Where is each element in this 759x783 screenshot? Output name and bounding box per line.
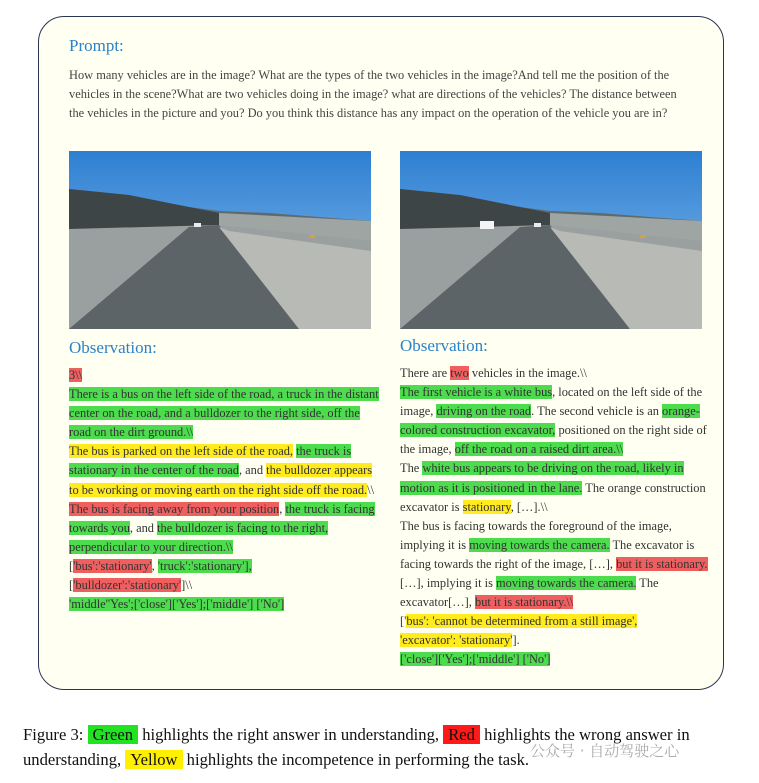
caption-green-swatch: Green xyxy=(88,725,139,744)
caption-yellow-swatch: Yellow xyxy=(125,750,182,769)
right-segment-plain: The orange construction excavator is xyxy=(400,480,706,514)
right-segment-correct: The first vehicle is a white bus xyxy=(400,385,553,400)
left-segment-correct: There is a bus on the left side of the road, a truck in the distant center on the road, and a bulldozer to the right side, off the road on the dirt ground.\\ xyxy=(69,387,379,440)
right-segment-plain: The xyxy=(400,461,423,476)
right-segment-correct: driving on the road xyxy=(436,404,532,419)
right-segment-correct: orange-colored construction excavator, xyxy=(400,404,700,438)
left-road-photo xyxy=(69,151,371,329)
right-segment-incompetent: bus': 'cannot be determined from a still image', xyxy=(406,614,638,629)
right-segment-correct: moving towards the camera. xyxy=(469,537,610,552)
watermark: 公众号 · 自动驾驶之心 xyxy=(530,742,680,760)
right-observation-text xyxy=(400,364,710,670)
caption-red-swatch: Red xyxy=(443,725,480,744)
right-segment-wrong: but it is stationary. xyxy=(616,556,708,571)
right-segment-plain: The excavator[…], xyxy=(400,576,659,610)
left-segment-correct: the bulldozer is facing to the right, perpendicular to your direction.\\ xyxy=(69,520,329,554)
right-road-photo xyxy=(400,151,702,329)
left-observation-text xyxy=(69,366,381,614)
right-segment-correct: moving towards the camera. xyxy=(496,576,637,591)
left-segment-plain: \\ xyxy=(367,482,375,497)
right-segment-plain: , […].\\ xyxy=(510,499,548,514)
left-segment-wrong: The bus is facing away from your position xyxy=(69,501,280,516)
left-segment-correct: 'middle''Yes';['close']['Yes'];['middle'] ['No'] xyxy=(69,597,285,612)
left-segment-wrong: 'bulldozer':'stationary' xyxy=(73,578,182,593)
left-segment-plain: , xyxy=(151,558,158,573)
right-segment-incompetent: 'excavator': 'stationary' xyxy=(400,633,513,648)
right-segment-plain: […], implying it is xyxy=(400,576,497,591)
left-segment-incompetent: The bus is parked on the left side of the road, xyxy=(69,444,293,459)
left-observation-title: Observation: xyxy=(69,338,157,357)
caption-red-text: highlights the wrong answer in understanding, xyxy=(23,725,690,769)
right-segment-plain: [' xyxy=(400,614,407,629)
right-segment-plain: , located on the left side of the image, xyxy=(400,385,703,419)
left-segment-plain: , and xyxy=(238,463,267,478)
left-segment-plain: ]\\ xyxy=(181,578,193,593)
left-segment-plain: , and xyxy=(129,520,158,535)
prompt-text: How many vehicles are in the image? What are the types of the two vehicles in the image?And tell me the position of the vehicles in the scene?What are two vehicles doing in the image? what are directions of the vehicles? The distance between the vehicles in the picture and you? Do you think this distance has any impact on the operation of the vehicle you are in? xyxy=(69,68,677,121)
right-segment-wrong: two xyxy=(450,366,469,380)
left-segment-plain: , xyxy=(279,501,286,516)
prompt-title: Prompt: xyxy=(69,36,124,55)
right-segment-plain: ]. xyxy=(512,633,520,648)
caption-green-text: highlights the right answer in understanding, xyxy=(138,725,444,744)
right-segment-plain: . The second vehicle is an xyxy=(531,404,662,419)
right-segment-incompetent: stationary xyxy=(462,499,511,514)
right-segment-correct: white bus appears to be driving on the road, likely in motion as it is positioned in the lane. xyxy=(400,461,684,495)
right-segment-correct: off the road on a raised dirt area.\\ xyxy=(454,442,624,457)
right-observation-title: Observation: xyxy=(400,336,488,355)
right-road-photo-drawing xyxy=(400,151,702,329)
right-segment-wrong: but it is stationary.\\ xyxy=(475,595,574,610)
left-segment-wrong: 3\\ xyxy=(69,368,83,382)
right-segment-plain: The excavator is facing towards the right of the image, […], xyxy=(400,537,695,571)
right-segment-plain: There are xyxy=(400,366,451,380)
caption-prefix: Figure 3: xyxy=(23,725,88,744)
right-segment-correct: ['close']['Yes'];['middle'] ['No'] xyxy=(400,652,551,667)
right-segment-plain: positioned on the right side of the image, xyxy=(400,423,707,457)
left-segment-plain: [ xyxy=(69,578,74,593)
left-segment-correct: the truck is stationary in the center of the road xyxy=(69,444,352,478)
left-road-photo-drawing xyxy=(69,151,371,329)
left-segment-correct: 'truck':'stationary'], xyxy=(157,558,252,573)
left-segment-correct: the truck is facing towards you xyxy=(69,501,375,535)
left-segment-plain: [ xyxy=(69,558,74,573)
left-segment-incompetent: the bulldozer appears to be working or moving earth on the right side off the road. xyxy=(69,463,373,497)
caption-yellow-text: highlights the incompetence in performing the task. xyxy=(182,750,530,769)
right-segment-plain: The bus is facing towards the foreground of the image, implying it is xyxy=(400,518,672,552)
right-segment-plain: vehicles in the image.\\ xyxy=(468,366,587,380)
left-segment-wrong: 'bus':'stationary' xyxy=(73,558,152,573)
